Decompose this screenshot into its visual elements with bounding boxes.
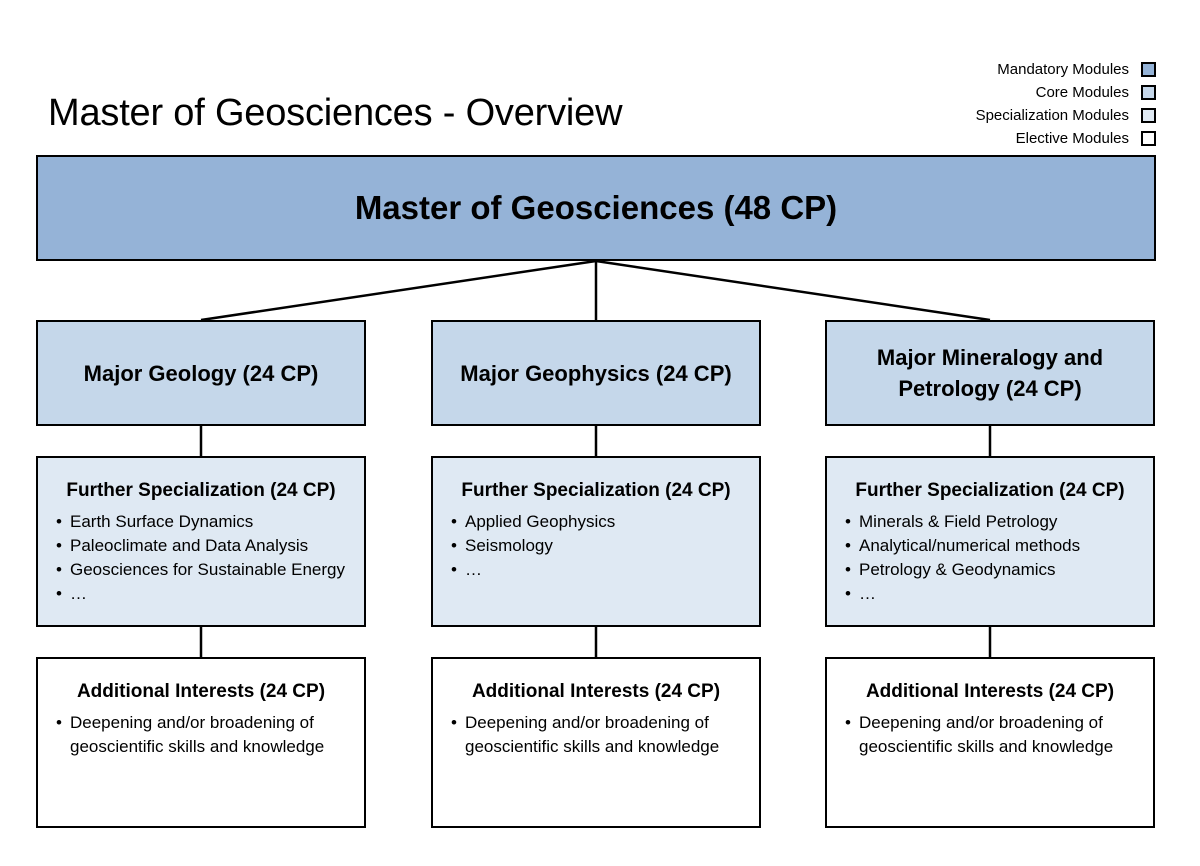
legend-label: Specialization Modules — [975, 107, 1129, 124]
additional-title: Additional Interests (24 CP) — [471, 681, 721, 702]
specialization-title: Further Specialization (24 CP) — [66, 480, 336, 501]
connector-root-to-geology — [201, 261, 596, 320]
additional-title: Additional Interests (24 CP) — [865, 681, 1115, 702]
additional-title: Additional Interests (24 CP) — [76, 681, 326, 702]
legend-item-specialization — [896, 104, 1156, 127]
mineralogy-additional-node — [825, 657, 1155, 828]
geophysics-specialization-node — [431, 456, 761, 627]
specialization-list — [453, 510, 749, 582]
legend-item-elective — [896, 127, 1156, 150]
legend-swatch — [1141, 85, 1156, 100]
page-title: Master of Geosciences - Overview — [48, 92, 623, 134]
list-item: • Petrology & Geodynamics — [847, 558, 1143, 582]
legend-swatch — [1141, 108, 1156, 123]
major-geology-node — [36, 320, 366, 426]
specialization-list — [58, 510, 354, 606]
list-item: • Deepening and/or broadening of geoscientific skills and knowledge — [847, 711, 1143, 759]
major-node-label: Major Mineralogy and Petrology (24 CP) — [876, 345, 1104, 401]
list-item: • Geosciences for Sustainable Energy — [58, 558, 354, 582]
list-item: • Earth Surface Dynamics — [58, 510, 354, 534]
legend-label: Mandatory Modules — [997, 61, 1129, 78]
major-mineralogy-node — [825, 320, 1155, 426]
list-item: • … — [453, 558, 749, 582]
list-item: • Analytical/numerical methods — [847, 534, 1143, 558]
list-item: • Paleoclimate and Data Analysis — [58, 534, 354, 558]
geology-additional-node — [36, 657, 366, 828]
root-node-label: Master of Geosciences (48 CP) — [354, 189, 838, 226]
specialization-title: Further Specialization (24 CP) — [855, 480, 1125, 501]
additional-list — [58, 711, 354, 759]
mineralogy-specialization-node — [825, 456, 1155, 627]
list-item: • Deepening and/or broadening of geoscientific skills and knowledge — [58, 711, 354, 759]
legend-swatch — [1141, 131, 1156, 146]
major-geophysics-node — [431, 320, 761, 426]
major-node-label: Major Geophysics (24 CP) — [460, 360, 732, 386]
list-item: • … — [847, 582, 1143, 606]
major-node-label: Major Geology (24 CP) — [83, 360, 319, 386]
geophysics-additional-node — [431, 657, 761, 828]
additional-list — [453, 711, 749, 759]
specialization-list — [847, 510, 1143, 606]
list-item: • Deepening and/or broadening of geoscientific skills and knowledge — [453, 711, 749, 759]
list-item: • Minerals & Field Petrology — [847, 510, 1143, 534]
geology-specialization-node — [36, 456, 366, 627]
list-item: • Seismology — [453, 534, 749, 558]
list-item: • Applied Geophysics — [453, 510, 749, 534]
connector-root-to-mineralogy — [596, 261, 990, 320]
specialization-title: Further Specialization (24 CP) — [461, 480, 731, 501]
legend-item-mandatory — [896, 58, 1156, 81]
legend-swatch — [1141, 62, 1156, 77]
legend-label: Elective Modules — [1015, 130, 1129, 147]
legend — [896, 58, 1156, 150]
legend-label: Core Modules — [1035, 84, 1129, 101]
additional-list — [847, 711, 1143, 759]
legend-item-core — [896, 81, 1156, 104]
list-item: • … — [58, 582, 354, 606]
root-node — [36, 155, 1156, 261]
